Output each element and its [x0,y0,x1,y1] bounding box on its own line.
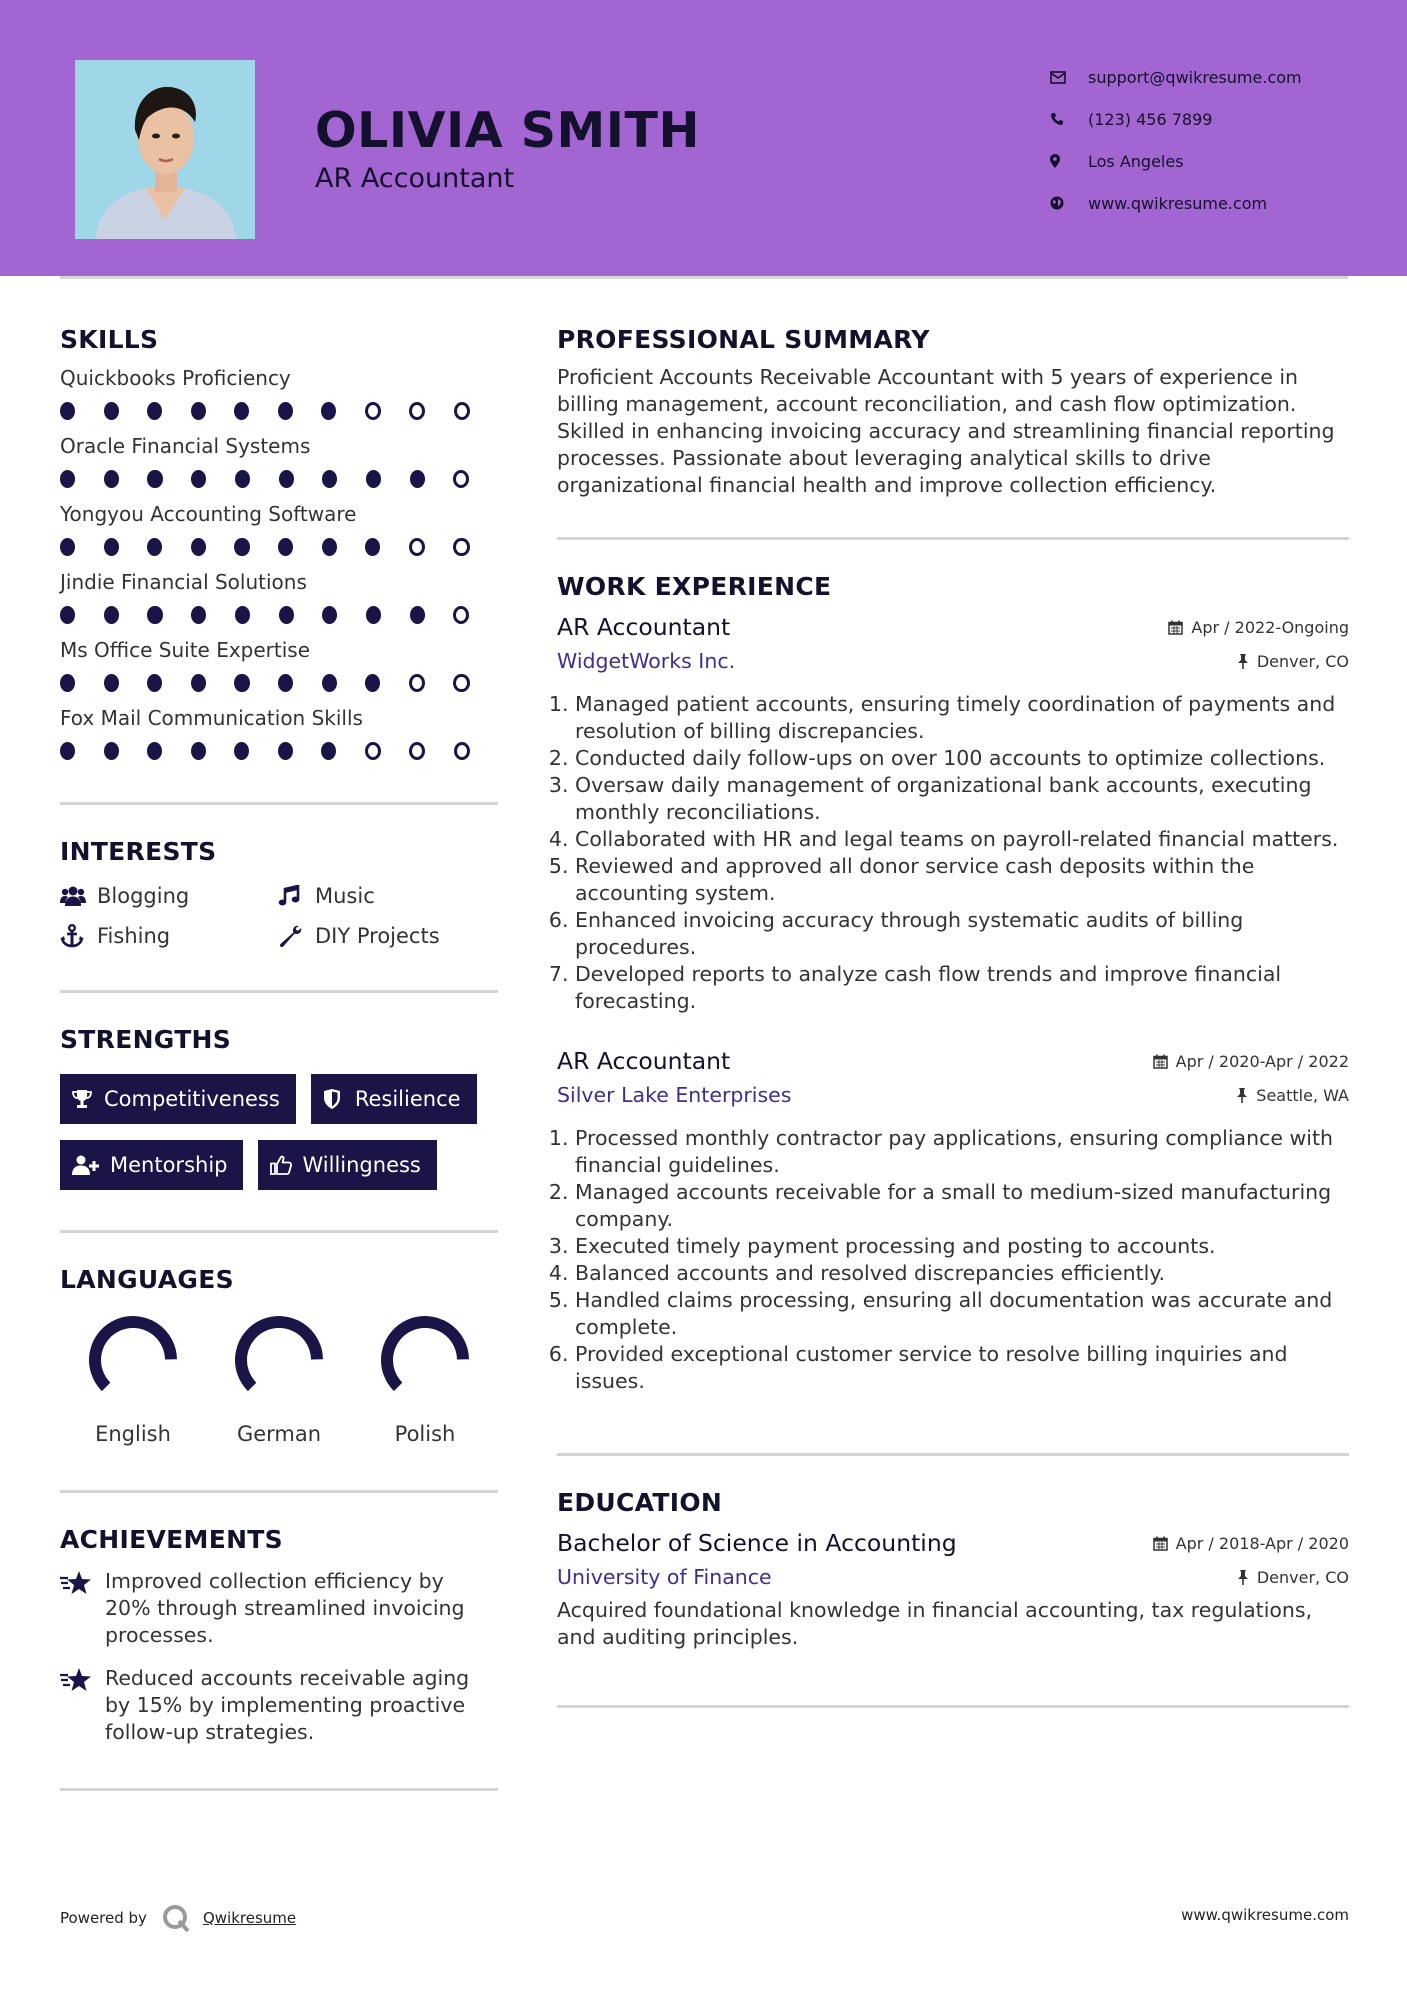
section-divider [557,537,1349,540]
anchor-icon [60,924,97,948]
contact-location [1050,140,1302,182]
section-divider [60,990,498,993]
rating-dot-filled [147,470,162,488]
language-label: Polish [394,1422,456,1446]
job-entry [557,1047,1349,1395]
skill-name: Fox Mail Communication Skills [60,706,363,730]
footer-url[interactable]: www.qwikresume.com [1181,1906,1349,1924]
rating-dot-empty [409,538,425,556]
contact-phone [1050,98,1302,140]
rating-dot-filled [191,470,206,488]
language-level-ring [233,1314,325,1406]
job-bullets [557,1125,1349,1395]
rating-dot-empty [409,742,425,760]
rating-dot-filled [60,674,75,692]
star-icon [60,1665,105,1746]
pushpin-icon [1237,1570,1249,1585]
shield-icon [323,1089,355,1109]
skill-rating [60,606,498,624]
interests-title: INTERESTS [60,837,217,866]
language-label: English [95,1422,171,1446]
rating-dot-empty [365,402,381,420]
rating-dot-empty [409,402,425,420]
section-divider [60,1230,498,1233]
job-bullet: 4. Collaborated with HR and legal teams on payroll-related financial matters. [575,826,1349,853]
summary-section [557,325,1349,499]
interest-item [278,924,478,948]
left-column [60,279,498,1791]
education-text: Acquired foundational knowledge in financial accounting, tax regulations, and auditing principles. [557,1598,1313,1649]
strength-label: Mentorship [110,1153,228,1177]
skill-name: Jindie Financial Solutions [60,570,307,594]
rating-dot-filled [104,674,119,692]
job-location [1236,1086,1349,1105]
contact-phone-text: (123) 456 7899 [1088,109,1213,129]
calendar-icon [1153,1054,1168,1069]
job-bullet: 7. Developed reports to analyze cash flow trends and improve financial forecasting. [575,961,1349,1015]
section-divider [60,802,498,805]
interest-label: DIY Projects [315,924,440,948]
calendar-icon [1168,620,1183,635]
qwikresume-logo-icon [161,1903,191,1933]
rating-dot-empty [454,742,470,760]
rating-dot-empty [365,742,381,760]
rating-dot-filled [278,674,293,692]
job-dates-text: Apr / 2022-Ongoing [1191,618,1349,637]
rating-dot-filled [365,674,380,692]
rating-dot-empty [454,402,470,420]
job-title: AR Accountant [557,613,731,641]
interest-label: Blogging [97,884,190,908]
rating-dot-filled [322,674,337,692]
skill-name: Yongyou Accounting Software [60,502,357,526]
skills-section [60,325,498,760]
trophy-icon [72,1089,104,1109]
phone-icon [1050,112,1088,126]
skill-rating [60,742,498,760]
school-name: University of Finance [557,1565,772,1589]
rating-dot-filled [321,742,336,760]
rating-dot-filled [410,470,425,488]
skill-name: Quickbooks Proficiency [60,366,291,390]
powered-by-label: Powered by [60,1909,147,1927]
strength-label: Resilience [354,1087,461,1111]
rating-dot-filled [279,470,294,488]
achievement-text: Improved collection efficiency by 20% through streamlined invoicing processes. [105,1569,465,1647]
rating-dot-empty [453,538,469,556]
contact-website-text: www.qwikresume.com [1088,193,1268,213]
rating-dot-empty [453,606,469,624]
rating-dot-filled [191,742,206,760]
interest-item [278,884,478,908]
job-bullet: 3. Oversaw daily management of organizational bank accounts, executing monthly reconciliations. [575,772,1349,826]
rating-dot-filled [104,538,119,556]
rating-dot-filled [191,674,206,692]
rating-dot-filled [60,402,75,420]
rating-dot-empty [409,674,425,692]
section-divider [557,1453,1349,1456]
language-label: German [236,1422,322,1446]
rating-dot-filled [147,402,162,420]
job-location-text: Seattle, WA [1256,1085,1349,1105]
rating-dot-filled [147,674,162,692]
job-title: AR Accountant [557,1047,731,1075]
skill-rating [60,674,498,692]
achievement-item [60,1568,498,1649]
achievements-section [60,1525,498,1746]
language-item [60,1314,206,1446]
rating-dot-filled [234,674,249,692]
skill-name: Oracle Financial Systems [60,434,311,458]
interest-label: Music [315,884,375,908]
contact-email-text: support@qwikresume.com [1088,67,1302,87]
rating-dot-filled [278,402,293,420]
job-bullets [557,691,1349,1015]
language-item [352,1314,498,1446]
rating-dot-filled [147,742,162,760]
rating-dot-filled [191,606,206,624]
section-divider [60,1490,498,1493]
languages-list [60,1314,498,1446]
language-level-ring [87,1314,179,1406]
job-bullet: 6. Enhanced invoicing accuracy through systematic audits of billing procedures. [575,907,1349,961]
star-icon [60,1568,105,1649]
languages-section [60,1265,498,1446]
section-divider [60,1788,498,1791]
interest-label: Fishing [97,924,171,948]
rating-dot-filled [234,742,249,760]
language-item [206,1314,352,1446]
globe-icon [1050,196,1088,210]
rating-dot-filled [191,402,206,420]
pushpin-icon [1236,1088,1248,1103]
rating-dot-filled [104,470,119,488]
rating-dot-filled [278,742,293,760]
contact-email[interactable] [1050,56,1302,98]
rating-dot-filled [410,606,425,624]
education-dates-text: Apr / 2018-Apr / 2020 [1175,1534,1349,1553]
skill-rating [60,470,498,488]
contact-location-text: Los Angeles [1088,151,1184,171]
education-section [557,1488,1349,1651]
job-entry [557,613,1349,1015]
summary-text: Proficient Accounts Receivable Accountant with 5 years of experience in billing management, account reconciliation, and cash flow optimization. Skilled in enhancing invoicing accuracy and streamlining financial reporting processes. Passionate about leveraging analytical skills to drive organizational financial health and improve collection efficiency. [557,365,1335,497]
rating-dot-empty [453,674,469,692]
rating-dot-filled [234,402,249,420]
pushpin-icon [1237,654,1249,669]
skill-name: Ms Office Suite Expertise [60,638,311,662]
rating-dot-filled [235,470,250,488]
map-marker-icon [1050,154,1088,168]
job-bullet: 3. Executed timely payment processing and posting to accounts. [575,1233,1349,1260]
profile-photo [75,60,255,239]
summary-title: PROFESSIONAL SUMMARY [557,325,930,354]
user-plus-icon [72,1155,110,1175]
music-icon [278,885,315,907]
interest-item [60,924,278,948]
rating-dot-filled [60,538,75,556]
rating-dot-filled [322,606,337,624]
job-bullet: 6. Provided exceptional customer service to resolve billing inquiries and issues. [575,1341,1349,1395]
rating-dot-filled [191,538,206,556]
rating-dot-filled [104,402,119,420]
education-title: EDUCATION [557,1488,723,1517]
skill-rating [60,402,498,420]
job-bullet: 1. Processed monthly contractor pay applications, ensuring compliance with financial guidelines. [575,1125,1349,1179]
contact-website[interactable] [1050,182,1302,224]
language-level-ring [379,1314,471,1406]
interests-list [60,884,498,948]
rating-dot-filled [60,470,75,488]
strengths-title: STRENGTHS [60,1025,232,1054]
job-bullet: 5. Reviewed and approved all donor service cash deposits within the accounting system. [575,853,1349,907]
envelope-icon [1050,71,1088,84]
skills-title: SKILLS [60,325,159,354]
interests-section [60,837,498,948]
section-divider [557,1705,1349,1708]
rating-dot-filled [235,606,250,624]
candidate-name: OLIVIA SMITH [315,102,700,159]
achievements-title: ACHIEVEMENTS [60,1525,283,1554]
strength-tag [311,1074,477,1124]
education-location-text: Denver, CO [1256,1567,1349,1587]
job-dates [1153,1052,1349,1071]
rating-dot-filled [366,606,381,624]
rating-dot-filled [365,538,380,556]
languages-title: LANGUAGES [60,1265,234,1294]
rating-dot-filled [147,538,162,556]
rating-dot-filled [366,470,381,488]
job-dates [1168,618,1349,637]
strength-tag [258,1140,436,1190]
rating-dot-filled [104,742,119,760]
rating-dot-filled [234,538,249,556]
contact-list [1050,56,1302,224]
rating-dot-filled [278,538,293,556]
candidate-title: AR Accountant [315,163,515,194]
rating-dot-filled [147,606,162,624]
strengths-list [60,1074,498,1206]
strength-label: Willingness [302,1153,421,1177]
job-bullet: 5. Handled claims processing, ensuring all documentation was accurate and complete. [575,1287,1349,1341]
strength-tag [60,1140,243,1190]
job-dates-text: Apr / 2020-Apr / 2022 [1175,1052,1349,1071]
skill-rating [60,538,498,556]
calendar-icon [1153,1536,1168,1551]
resume-header [0,0,1407,276]
company-name: Silver Lake Enterprises [557,1083,792,1107]
rating-dot-filled [60,742,75,760]
rating-dot-empty [453,470,469,488]
rating-dot-filled [321,402,336,420]
powered-by [60,1903,296,1933]
job-location [1237,652,1349,671]
thumbs-up-icon [270,1155,302,1175]
rating-dot-filled [104,606,119,624]
degree-title: Bachelor of Science in Accounting [557,1529,957,1557]
experience-title: WORK EXPERIENCE [557,572,832,601]
right-column [557,279,1349,1708]
interest-item [60,884,278,908]
experience-section [557,572,1349,1395]
education-dates [1153,1534,1349,1553]
users-icon [60,885,97,907]
job-bullet: 1. Managed patient accounts, ensuring timely coordination of payments and resolution of billing discrepancies. [575,691,1349,745]
rating-dot-filled [322,470,337,488]
job-bullet: 2. Managed accounts receivable for a small to medium-sized manufacturing company. [575,1179,1349,1233]
wrench-icon [278,924,315,948]
company-name: WidgetWorks Inc. [557,649,736,673]
strength-tag [60,1074,296,1124]
rating-dot-filled [279,606,294,624]
strengths-section [60,1025,498,1206]
qwikresume-link[interactable]: Qwikresume [202,1909,297,1927]
rating-dot-filled [60,606,75,624]
achievement-item [60,1665,498,1746]
job-location-text: Denver, CO [1256,651,1349,671]
rating-dot-filled [322,538,337,556]
skills-list [60,366,498,760]
achievement-text: Reduced accounts receivable aging by 15% by implementing proactive follow-up strategies. [105,1666,470,1744]
job-bullet: 2. Conducted daily follow-ups on over 100 accounts to optimize collections. [575,745,1349,772]
strength-label: Competitiveness [104,1087,280,1111]
job-bullet: 4. Balanced accounts and resolved discrepancies efficiently. [575,1260,1349,1287]
education-location [1237,1568,1349,1587]
